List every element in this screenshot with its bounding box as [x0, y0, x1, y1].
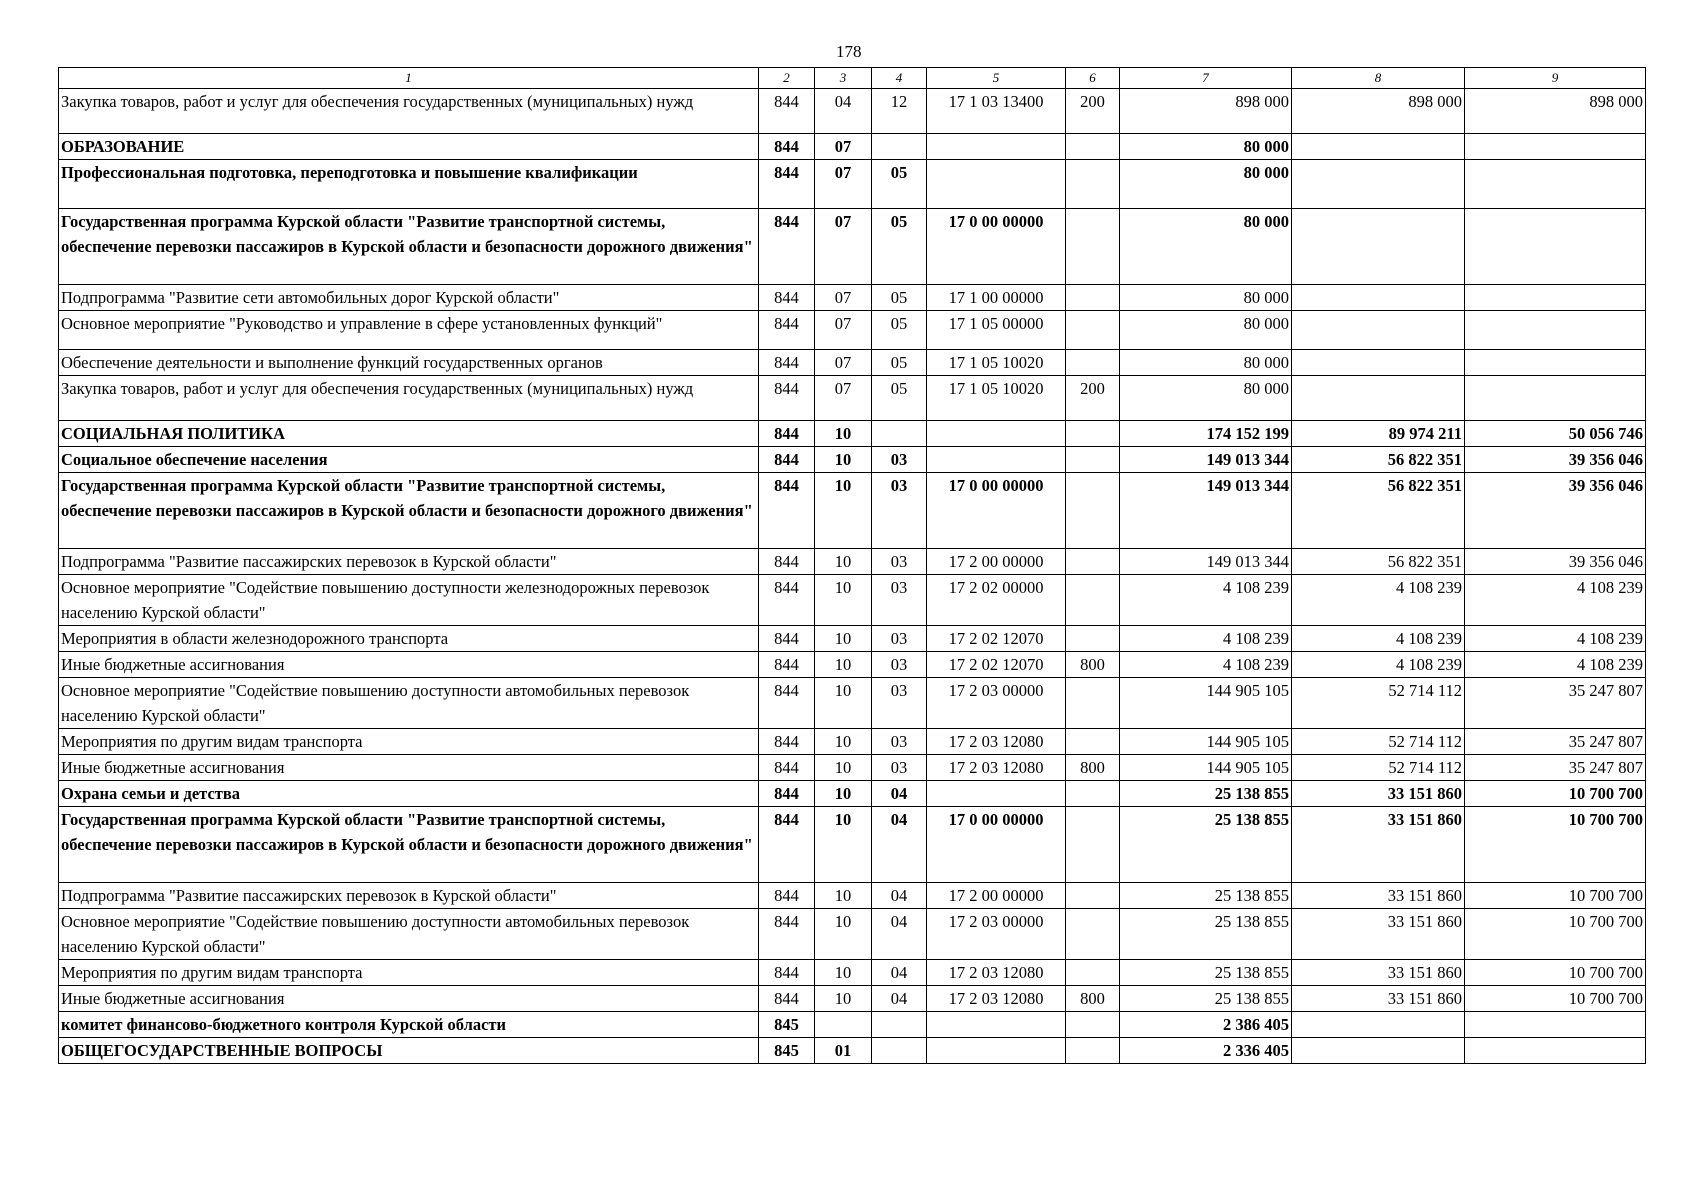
c3-cell: 07 [815, 350, 872, 376]
c9-amount-cell [1465, 160, 1646, 209]
c7-amount-cell: 80 000 [1120, 160, 1292, 209]
c3-cell: 10 [815, 473, 872, 549]
c6-cell: 800 [1066, 755, 1120, 781]
c8-amount-cell: 4 108 239 [1292, 575, 1465, 626]
c2-cell: 844 [759, 652, 815, 678]
c2-cell: 844 [759, 678, 815, 729]
c3-cell: 10 [815, 781, 872, 807]
c4-cell: 04 [872, 807, 927, 883]
c8-amount-cell [1292, 209, 1465, 285]
c5-cell: 17 2 00 00000 [927, 549, 1066, 575]
c2-cell: 844 [759, 960, 815, 986]
c8-amount-cell: 56 822 351 [1292, 549, 1465, 575]
c7-amount-cell: 25 138 855 [1120, 986, 1292, 1012]
c7-amount-cell: 80 000 [1120, 311, 1292, 350]
c5-cell [927, 160, 1066, 209]
table-row [59, 421, 1646, 447]
c3-cell: 10 [815, 549, 872, 575]
table-row [59, 909, 1646, 960]
c3-cell: 10 [815, 421, 872, 447]
row-name-cell: Основное мероприятие "Содействие повышению доступности автомобильных перевозок населению Курской области" [59, 678, 759, 729]
c9-amount-cell: 39 356 046 [1465, 447, 1646, 473]
table-row [59, 781, 1646, 807]
table-row [59, 549, 1646, 575]
c7-amount-cell: 144 905 105 [1120, 678, 1292, 729]
table-body [59, 89, 1646, 1064]
c7-amount-cell: 25 138 855 [1120, 807, 1292, 883]
table-row [59, 729, 1646, 755]
row-name-cell: Закупка товаров, работ и услуг для обеспечения государственных (муниципальных) нужд [59, 376, 759, 421]
c4-cell: 05 [872, 160, 927, 209]
c7-amount-cell: 4 108 239 [1120, 652, 1292, 678]
c4-cell: 04 [872, 909, 927, 960]
c2-cell: 844 [759, 781, 815, 807]
row-name-cell: Государственная программа Курской области "Развитие транспортной системы, обеспечение перевозки пассажиров в Курской области и безопасности дорожного движения" [59, 209, 759, 285]
c5-cell [927, 447, 1066, 473]
row-name-cell: Подпрограмма "Развитие пассажирских перевозок в Курской области" [59, 883, 759, 909]
c6-cell [1066, 1012, 1120, 1038]
c4-cell: 05 [872, 376, 927, 421]
c7-amount-cell: 144 905 105 [1120, 729, 1292, 755]
c6-cell [1066, 909, 1120, 960]
c9-amount-cell: 10 700 700 [1465, 781, 1646, 807]
table-row [59, 160, 1646, 209]
c5-cell: 17 1 03 13400 [927, 89, 1066, 134]
c9-amount-cell: 39 356 046 [1465, 473, 1646, 549]
c6-cell: 200 [1066, 89, 1120, 134]
table-row [59, 1038, 1646, 1064]
c5-cell [927, 1038, 1066, 1064]
c4-cell: 04 [872, 986, 927, 1012]
c5-cell: 17 0 00 00000 [927, 209, 1066, 285]
c6-cell [1066, 473, 1120, 549]
table-row [59, 311, 1646, 350]
c5-cell: 17 2 03 12080 [927, 960, 1066, 986]
c4-cell: 04 [872, 960, 927, 986]
c3-cell: 10 [815, 575, 872, 626]
c4-cell: 03 [872, 549, 927, 575]
c5-cell: 17 2 03 12080 [927, 755, 1066, 781]
c2-cell: 844 [759, 986, 815, 1012]
table-row [59, 1012, 1646, 1038]
c9-amount-cell [1465, 1038, 1646, 1064]
table-row [59, 678, 1646, 729]
c5-cell: 17 1 00 00000 [927, 285, 1066, 311]
c7-amount-cell: 80 000 [1120, 134, 1292, 160]
c3-cell [815, 1012, 872, 1038]
c8-amount-cell: 56 822 351 [1292, 447, 1465, 473]
row-name-cell: Профессиональная подготовка, переподготовка и повышение квалификации [59, 160, 759, 209]
column-number: 5 [927, 68, 1066, 89]
c6-cell [1066, 160, 1120, 209]
table-row [59, 883, 1646, 909]
c2-cell: 844 [759, 285, 815, 311]
c8-amount-cell: 33 151 860 [1292, 807, 1465, 883]
c9-amount-cell: 4 108 239 [1465, 626, 1646, 652]
c4-cell [872, 421, 927, 447]
c9-amount-cell: 50 056 746 [1465, 421, 1646, 447]
row-name-cell: Закупка товаров, работ и услуг для обеспечения государственных (муниципальных) нужд [59, 89, 759, 134]
c8-amount-cell: 52 714 112 [1292, 678, 1465, 729]
c8-amount-cell [1292, 134, 1465, 160]
c4-cell: 04 [872, 883, 927, 909]
c6-cell [1066, 1038, 1120, 1064]
c5-cell [927, 134, 1066, 160]
row-name-cell: Иные бюджетные ассигнования [59, 755, 759, 781]
c2-cell: 844 [759, 134, 815, 160]
c2-cell: 844 [759, 209, 815, 285]
c3-cell: 07 [815, 376, 872, 421]
table-row [59, 807, 1646, 883]
budget-table [58, 67, 1646, 1064]
c3-cell: 07 [815, 311, 872, 350]
c2-cell: 844 [759, 575, 815, 626]
c8-amount-cell: 33 151 860 [1292, 986, 1465, 1012]
c6-cell: 800 [1066, 986, 1120, 1012]
c9-amount-cell: 39 356 046 [1465, 549, 1646, 575]
c6-cell [1066, 350, 1120, 376]
c8-amount-cell: 56 822 351 [1292, 473, 1465, 549]
c9-amount-cell: 898 000 [1465, 89, 1646, 134]
c6-cell [1066, 883, 1120, 909]
column-number: 8 [1292, 68, 1465, 89]
row-name-cell: Мероприятия в области железнодорожного транспорта [59, 626, 759, 652]
column-number: 1 [59, 68, 759, 89]
page-number: 178 [836, 42, 862, 61]
c5-cell: 17 2 00 00000 [927, 883, 1066, 909]
c9-amount-cell [1465, 376, 1646, 421]
c2-cell: 844 [759, 473, 815, 549]
c7-amount-cell: 898 000 [1120, 89, 1292, 134]
budget-table-container [58, 67, 1646, 1064]
c2-cell: 844 [759, 807, 815, 883]
table-row [59, 350, 1646, 376]
c2-cell: 844 [759, 909, 815, 960]
c8-amount-cell: 33 151 860 [1292, 883, 1465, 909]
row-name-cell: Государственная программа Курской области "Развитие транспортной системы, обеспечение перевозки пассажиров в Курской области и безопасности дорожного движения" [59, 807, 759, 883]
c3-cell: 07 [815, 160, 872, 209]
c6-cell [1066, 575, 1120, 626]
c9-amount-cell: 10 700 700 [1465, 986, 1646, 1012]
c3-cell: 10 [815, 755, 872, 781]
c3-cell: 07 [815, 134, 872, 160]
c2-cell: 844 [759, 89, 815, 134]
c4-cell: 12 [872, 89, 927, 134]
c7-amount-cell: 25 138 855 [1120, 883, 1292, 909]
c6-cell [1066, 209, 1120, 285]
c9-amount-cell [1465, 285, 1646, 311]
c6-cell [1066, 807, 1120, 883]
c2-cell: 844 [759, 626, 815, 652]
c2-cell: 845 [759, 1012, 815, 1038]
c7-amount-cell: 174 152 199 [1120, 421, 1292, 447]
c8-amount-cell [1292, 376, 1465, 421]
table-row [59, 134, 1646, 160]
c4-cell: 05 [872, 209, 927, 285]
c9-amount-cell [1465, 350, 1646, 376]
c3-cell: 10 [815, 807, 872, 883]
table-row [59, 652, 1646, 678]
c3-cell: 10 [815, 883, 872, 909]
row-name-cell: Иные бюджетные ассигнования [59, 652, 759, 678]
c2-cell: 844 [759, 549, 815, 575]
c4-cell: 05 [872, 350, 927, 376]
c6-cell [1066, 549, 1120, 575]
c4-cell: 03 [872, 678, 927, 729]
column-number: 9 [1465, 68, 1646, 89]
c4-cell: 05 [872, 285, 927, 311]
row-name-cell: Обеспечение деятельности и выполнение функций государственных органов [59, 350, 759, 376]
c3-cell: 10 [815, 652, 872, 678]
c4-cell [872, 134, 927, 160]
c2-cell: 844 [759, 729, 815, 755]
c8-amount-cell: 4 108 239 [1292, 626, 1465, 652]
c6-cell [1066, 447, 1120, 473]
c5-cell: 17 0 00 00000 [927, 473, 1066, 549]
c3-cell: 07 [815, 209, 872, 285]
c6-cell [1066, 781, 1120, 807]
row-name-cell: ОБЩЕГОСУДАРСТВЕННЫЕ ВОПРОСЫ [59, 1038, 759, 1064]
row-name-cell: СОЦИАЛЬНАЯ ПОЛИТИКА [59, 421, 759, 447]
c8-amount-cell [1292, 311, 1465, 350]
c9-amount-cell: 10 700 700 [1465, 960, 1646, 986]
c7-amount-cell: 149 013 344 [1120, 549, 1292, 575]
table-row [59, 575, 1646, 626]
c6-cell: 200 [1066, 376, 1120, 421]
c7-amount-cell: 149 013 344 [1120, 447, 1292, 473]
row-name-cell: Подпрограмма "Развитие пассажирских перевозок в Курской области" [59, 549, 759, 575]
c7-amount-cell: 144 905 105 [1120, 755, 1292, 781]
c3-cell: 04 [815, 89, 872, 134]
c9-amount-cell: 35 247 807 [1465, 755, 1646, 781]
c2-cell: 844 [759, 350, 815, 376]
c7-amount-cell: 149 013 344 [1120, 473, 1292, 549]
row-name-cell: ОБРАЗОВАНИЕ [59, 134, 759, 160]
row-name-cell: Социальное обеспечение населения [59, 447, 759, 473]
c5-cell: 17 2 03 00000 [927, 909, 1066, 960]
c3-cell: 10 [815, 626, 872, 652]
table-row [59, 209, 1646, 285]
table-row [59, 89, 1646, 134]
c4-cell: 05 [872, 311, 927, 350]
column-number: 7 [1120, 68, 1292, 89]
c5-cell: 17 2 03 00000 [927, 678, 1066, 729]
c3-cell: 10 [815, 960, 872, 986]
c7-amount-cell: 80 000 [1120, 350, 1292, 376]
c8-amount-cell [1292, 1038, 1465, 1064]
c8-amount-cell: 898 000 [1292, 89, 1465, 134]
c5-cell: 17 2 03 12080 [927, 986, 1066, 1012]
c5-cell [927, 1012, 1066, 1038]
c2-cell: 844 [759, 376, 815, 421]
c3-cell: 01 [815, 1038, 872, 1064]
c5-cell: 17 1 05 00000 [927, 311, 1066, 350]
c7-amount-cell: 80 000 [1120, 285, 1292, 311]
c6-cell [1066, 285, 1120, 311]
c9-amount-cell: 35 247 807 [1465, 729, 1646, 755]
row-name-cell: Подпрограмма "Развитие сети автомобильных дорог Курской области" [59, 285, 759, 311]
c6-cell [1066, 678, 1120, 729]
c2-cell: 844 [759, 447, 815, 473]
c7-amount-cell: 25 138 855 [1120, 781, 1292, 807]
c5-cell [927, 781, 1066, 807]
c8-amount-cell [1292, 1012, 1465, 1038]
c9-amount-cell: 35 247 807 [1465, 678, 1646, 729]
row-name-cell: Основное мероприятие "Содействие повышению доступности автомобильных перевозок населению Курской области" [59, 909, 759, 960]
c4-cell: 03 [872, 575, 927, 626]
c2-cell: 844 [759, 311, 815, 350]
c5-cell: 17 1 05 10020 [927, 350, 1066, 376]
c2-cell: 844 [759, 755, 815, 781]
c8-amount-cell: 33 151 860 [1292, 960, 1465, 986]
c3-cell: 07 [815, 285, 872, 311]
table-row [59, 755, 1646, 781]
column-number: 3 [815, 68, 872, 89]
c9-amount-cell [1465, 209, 1646, 285]
c5-cell: 17 2 02 00000 [927, 575, 1066, 626]
c6-cell [1066, 311, 1120, 350]
table-row [59, 376, 1646, 421]
c7-amount-cell: 4 108 239 [1120, 626, 1292, 652]
table-row [59, 447, 1646, 473]
c7-amount-cell: 4 108 239 [1120, 575, 1292, 626]
c5-cell [927, 421, 1066, 447]
column-number: 2 [759, 68, 815, 89]
table-row [59, 626, 1646, 652]
c3-cell: 10 [815, 447, 872, 473]
c9-amount-cell [1465, 1012, 1646, 1038]
c3-cell: 10 [815, 729, 872, 755]
row-name-cell: Основное мероприятие "Руководство и управление в сфере установленных функций" [59, 311, 759, 350]
c5-cell: 17 2 02 12070 [927, 626, 1066, 652]
table-row [59, 473, 1646, 549]
c8-amount-cell: 52 714 112 [1292, 755, 1465, 781]
c3-cell: 10 [815, 986, 872, 1012]
c4-cell: 04 [872, 781, 927, 807]
c8-amount-cell: 33 151 860 [1292, 909, 1465, 960]
c7-amount-cell: 80 000 [1120, 209, 1292, 285]
row-name-cell: Охрана семьи и детства [59, 781, 759, 807]
c5-cell: 17 1 05 10020 [927, 376, 1066, 421]
row-name-cell: Мероприятия по другим видам транспорта [59, 729, 759, 755]
c4-cell [872, 1038, 927, 1064]
c9-amount-cell [1465, 311, 1646, 350]
column-number: 4 [872, 68, 927, 89]
c2-cell: 845 [759, 1038, 815, 1064]
c5-cell: 17 0 00 00000 [927, 807, 1066, 883]
c4-cell [872, 1012, 927, 1038]
c4-cell: 03 [872, 652, 927, 678]
c8-amount-cell [1292, 285, 1465, 311]
c9-amount-cell: 4 108 239 [1465, 652, 1646, 678]
c8-amount-cell: 33 151 860 [1292, 781, 1465, 807]
table-row [59, 285, 1646, 311]
table-row [59, 960, 1646, 986]
c7-amount-cell: 25 138 855 [1120, 960, 1292, 986]
row-name-cell: Иные бюджетные ассигнования [59, 986, 759, 1012]
c7-amount-cell: 25 138 855 [1120, 909, 1292, 960]
c7-amount-cell: 80 000 [1120, 376, 1292, 421]
c2-cell: 844 [759, 421, 815, 447]
c6-cell: 800 [1066, 652, 1120, 678]
c9-amount-cell: 10 700 700 [1465, 807, 1646, 883]
c8-amount-cell: 4 108 239 [1292, 652, 1465, 678]
c3-cell: 10 [815, 678, 872, 729]
table-row [59, 986, 1646, 1012]
c8-amount-cell [1292, 350, 1465, 376]
c7-amount-cell: 2 336 405 [1120, 1038, 1292, 1064]
c5-cell: 17 2 02 12070 [927, 652, 1066, 678]
c9-amount-cell: 4 108 239 [1465, 575, 1646, 626]
c4-cell: 03 [872, 755, 927, 781]
c6-cell [1066, 960, 1120, 986]
c4-cell: 03 [872, 447, 927, 473]
c9-amount-cell: 10 700 700 [1465, 909, 1646, 960]
row-name-cell: комитет финансово-бюджетного контроля Курской области [59, 1012, 759, 1038]
c6-cell [1066, 134, 1120, 160]
c9-amount-cell [1465, 134, 1646, 160]
column-number: 6 [1066, 68, 1120, 89]
c8-amount-cell [1292, 160, 1465, 209]
c7-amount-cell: 2 386 405 [1120, 1012, 1292, 1038]
c4-cell: 03 [872, 729, 927, 755]
c4-cell: 03 [872, 473, 927, 549]
c2-cell: 844 [759, 160, 815, 209]
c3-cell: 10 [815, 909, 872, 960]
c6-cell [1066, 421, 1120, 447]
c6-cell [1066, 626, 1120, 652]
c2-cell: 844 [759, 883, 815, 909]
row-name-cell: Основное мероприятие "Содействие повышению доступности железнодорожных перевозок населению Курской области" [59, 575, 759, 626]
column-number-row [59, 68, 1646, 89]
c6-cell [1066, 729, 1120, 755]
row-name-cell: Мероприятия по другим видам транспорта [59, 960, 759, 986]
c8-amount-cell: 52 714 112 [1292, 729, 1465, 755]
c8-amount-cell: 89 974 211 [1292, 421, 1465, 447]
row-name-cell: Государственная программа Курской области "Развитие транспортной системы, обеспечение перевозки пассажиров в Курской области и безопасности дорожного движения" [59, 473, 759, 549]
c5-cell: 17 2 03 12080 [927, 729, 1066, 755]
c9-amount-cell: 10 700 700 [1465, 883, 1646, 909]
c4-cell: 03 [872, 626, 927, 652]
